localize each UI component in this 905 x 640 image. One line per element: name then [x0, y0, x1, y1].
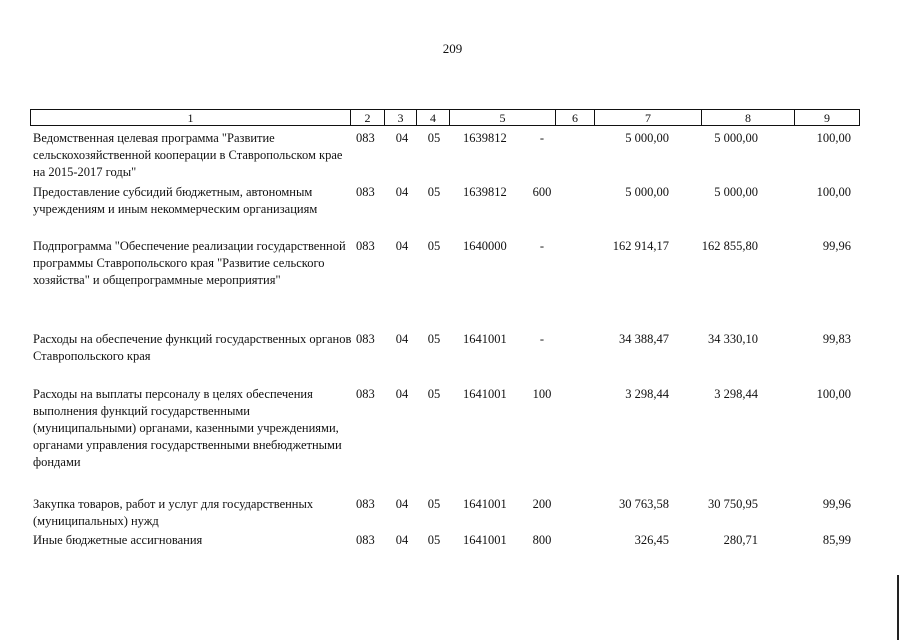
- row-rz: 04: [395, 497, 409, 511]
- row-csr: 1640000: [463, 239, 507, 253]
- row-fact: 3 298,44: [714, 387, 758, 401]
- row-csr: 1641001: [463, 533, 507, 547]
- row-ved: 083: [356, 239, 375, 253]
- row-pr: 05: [427, 332, 441, 346]
- row-pr: 05: [427, 497, 441, 511]
- row-fact: 280,71: [723, 533, 758, 547]
- row-rz: 04: [395, 387, 409, 401]
- row-ved: 083: [356, 185, 375, 199]
- row-name: Расходы на обеспечение функций государственных органов Ставропольского края: [33, 332, 352, 363]
- row-pct: 99,96: [822, 239, 851, 253]
- row-pr: 05: [427, 533, 441, 547]
- row-pr: 05: [427, 131, 441, 145]
- row-name: Ведомственная целевая программа "Развитие сельскохозяйственной кооперации в Ставропольском крае на 2015-2017 годы": [33, 131, 343, 179]
- row-vr: 800: [532, 533, 552, 547]
- row-plan: 5 000,00: [625, 131, 669, 145]
- column-header-cell: 1: [31, 110, 351, 126]
- row-pct: 99,96: [822, 497, 851, 511]
- column-header-cell: 8: [702, 110, 795, 126]
- row-ved: 083: [356, 131, 375, 145]
- row-plan: 162 914,17: [612, 239, 669, 253]
- row-ved: 083: [356, 497, 375, 511]
- row-csr: 1641001: [463, 497, 507, 511]
- row-vr: -: [539, 239, 545, 253]
- row-csr: 1641001: [463, 387, 507, 401]
- row-rz: 04: [395, 533, 409, 547]
- row-fact: 162 855,80: [701, 239, 758, 253]
- row-name: Подпрограмма "Обеспечение реализации государственной программы Ставропольского края "Развитие сельского хозяйства" и общепрограммные мероприятия": [33, 239, 346, 287]
- column-header-cell: 6: [556, 110, 595, 126]
- row-pr: 05: [427, 239, 441, 253]
- row-pr: 05: [427, 387, 441, 401]
- column-header-cell: 4: [417, 110, 450, 126]
- row-pct: 100,00: [816, 185, 851, 199]
- row-vr: 600: [532, 185, 552, 199]
- row-csr: 1639812: [463, 131, 507, 145]
- row-pr: 05: [427, 185, 441, 199]
- row-fact: 5 000,00: [714, 185, 758, 199]
- scan-edge-line: [897, 575, 899, 640]
- row-ved: 083: [356, 533, 375, 547]
- row-csr: 1641001: [463, 332, 507, 346]
- column-header-table: [30, 109, 860, 126]
- row-rz: 04: [395, 185, 409, 199]
- row-rz: 04: [395, 332, 409, 346]
- page-number: 209: [442, 41, 463, 56]
- row-plan: 30 763,58: [619, 497, 669, 511]
- column-header-cell: 2: [351, 110, 385, 126]
- row-fact: 5 000,00: [714, 131, 758, 145]
- row-ved: 083: [356, 387, 375, 401]
- row-rz: 04: [395, 131, 409, 145]
- column-header-cell: 7: [595, 110, 702, 126]
- row-plan: 326,45: [634, 533, 669, 547]
- row-ved: 083: [356, 332, 375, 346]
- row-plan: 5 000,00: [625, 185, 669, 199]
- column-header-cell: 5: [450, 110, 556, 126]
- row-fact: 34 330,10: [708, 332, 758, 346]
- row-fact: 30 750,95: [708, 497, 758, 511]
- row-rz: 04: [395, 239, 409, 253]
- row-name: Предоставление субсидий бюджетным, автономным учреждениям и иным некоммерческим организациям: [33, 185, 318, 216]
- row-name: Расходы на выплаты персоналу в целях обеспечения выполнения функций государственными (муниципальными) органами, казенными учреждениями, органами управления государственными внебюджетными фондами: [33, 387, 342, 469]
- row-pct: 85,99: [822, 533, 851, 547]
- row-name: Иные бюджетные ассигнования: [33, 533, 203, 547]
- column-header-cell: 9: [795, 110, 860, 126]
- column-header-cell: 3: [385, 110, 417, 126]
- row-name: Закупка товаров, работ и услуг для государственных (муниципальных) нужд: [33, 497, 314, 528]
- row-plan: 3 298,44: [625, 387, 669, 401]
- row-pct: 100,00: [816, 131, 851, 145]
- row-vr: -: [539, 131, 545, 145]
- row-csr: 1639812: [463, 185, 507, 199]
- column-header-row: [31, 110, 860, 126]
- row-pct: 100,00: [816, 387, 851, 401]
- row-pct: 99,83: [822, 332, 851, 346]
- row-vr: 200: [532, 497, 552, 511]
- row-vr: 100: [532, 387, 552, 401]
- row-vr: -: [539, 332, 545, 346]
- row-plan: 34 388,47: [619, 332, 669, 346]
